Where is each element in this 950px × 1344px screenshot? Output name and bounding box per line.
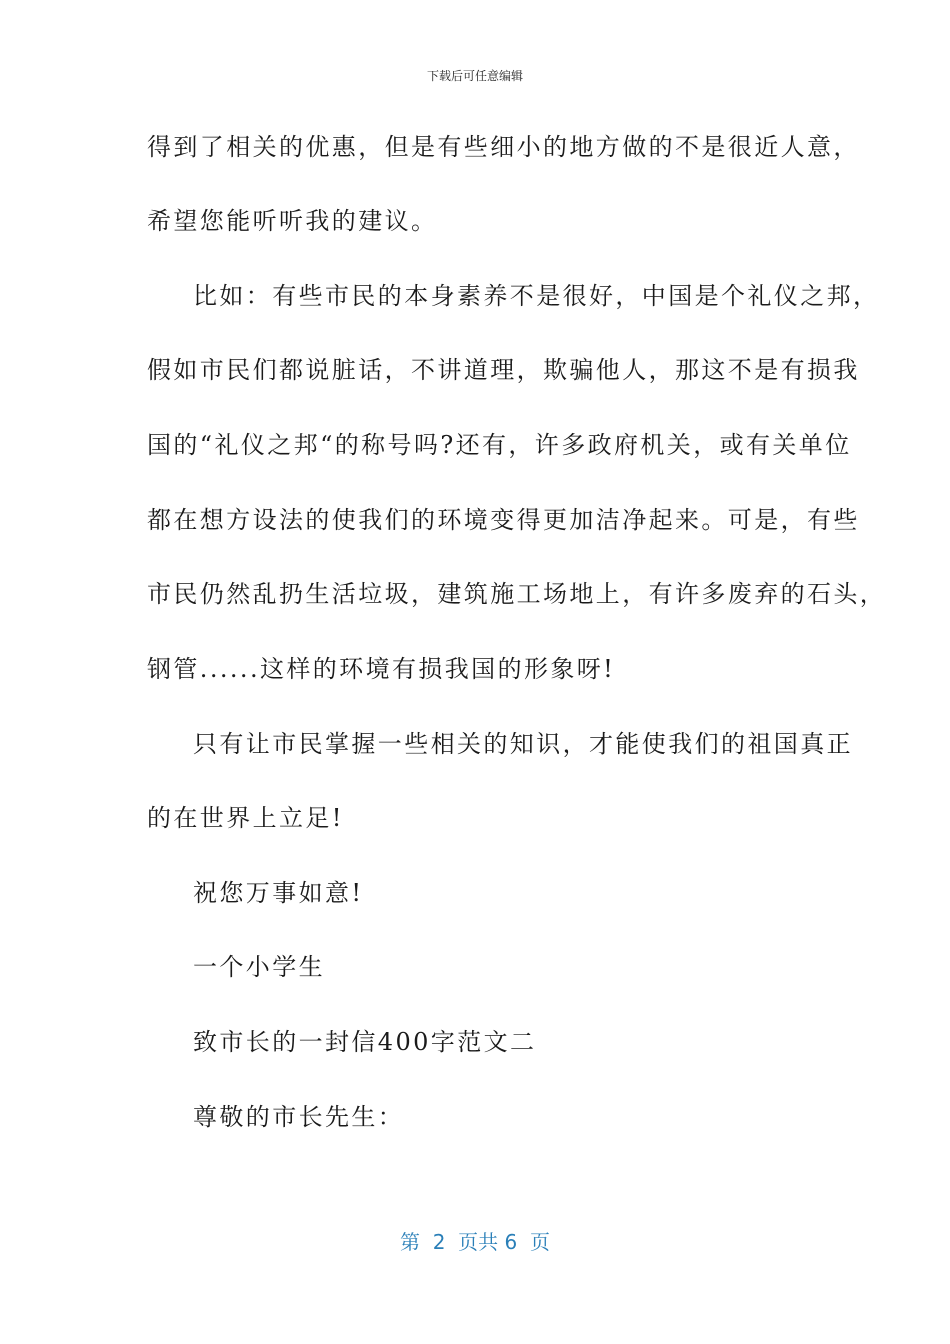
body-line-6: 都在想方设法的使我们的环境变得更加洁净起来。可是，有些 bbox=[147, 506, 860, 534]
body-line-9: 只有让市民掌握一些相关的知识，才能使我们的祖国真正 bbox=[193, 730, 853, 758]
body-line-1: 得到了相关的优惠，但是有些细小的地方做的不是很近人意， bbox=[147, 133, 860, 161]
body-line-2: 希望您能听听我的建议。 bbox=[147, 207, 438, 235]
body-line-12: 一个小学生 bbox=[193, 953, 325, 981]
body-line-8: 钢管......这样的环境有损我国的形象呀! bbox=[147, 655, 616, 683]
page-number-footer: 第 2 页共 6 页 bbox=[400, 1230, 550, 1254]
body-line-11: 祝您万事如意! bbox=[193, 879, 364, 907]
body-line-3: 比如：有些市民的本身素养不是很好，中国是个礼仪之邦， bbox=[193, 282, 880, 310]
header-note: 下载后可任意编辑 bbox=[426, 69, 523, 83]
body-line-14: 尊敬的市长先生： bbox=[193, 1103, 405, 1131]
body-line-13: 致市长的一封信400字范文二 bbox=[193, 1028, 537, 1056]
body-line-5: 国的“礼仪之邦“的称号吗?还有，许多政府机关，或有关单位 bbox=[147, 431, 852, 459]
body-line-7: 市民仍然乱扔生活垃圾，建筑施工场地上，有许多废弃的石头， bbox=[147, 580, 887, 608]
body-line-10: 的在世界上立足! bbox=[147, 804, 344, 832]
body-line-4: 假如市民们都说脏话，不讲道理，欺骗他人，那这不是有损我 bbox=[147, 356, 860, 384]
